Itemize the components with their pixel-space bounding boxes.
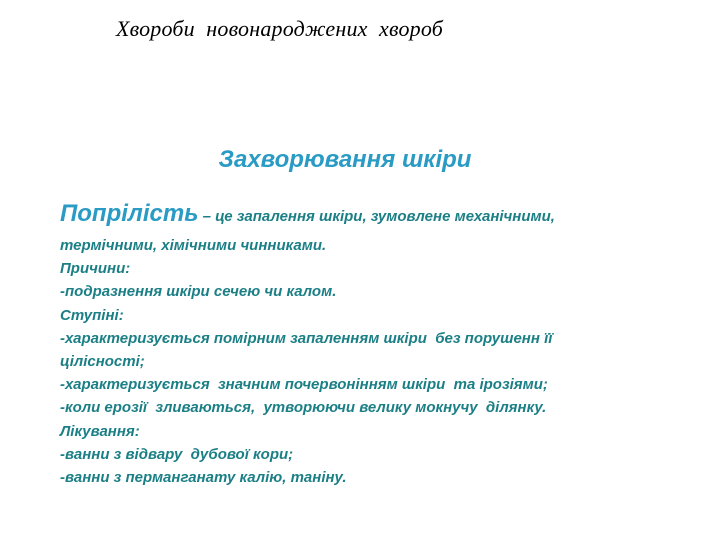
body-line: -ванни з перманганату калію, таніну. (60, 469, 347, 487)
slide-title: Хвороби новонароджених хвороб (116, 16, 444, 41)
body-line: цілісності; (60, 353, 145, 371)
definition-text: – це запалення шкіри, зумовлене механічними, (198, 208, 555, 225)
body-line: термічними, хімічними чинниками. (60, 237, 327, 254)
body-line: -характеризується помірним запаленням шкіри без порушенн її (60, 329, 553, 347)
body-line: -ванни з відвару дубової кори; (60, 445, 294, 463)
body-line: -характеризується значним почервонінням шкіри та ірозіями; (60, 376, 548, 394)
body-line: -коли ерозії зливаються, утворюючи велику мокнучу ділянку. (60, 399, 547, 417)
body-line: Ступіні: (60, 306, 124, 324)
definition-line (60, 197, 660, 234)
body-line: Причини: (60, 260, 131, 278)
content-body (60, 197, 660, 489)
section-heading: Захворювання шкіри (218, 146, 472, 173)
body-line: -подразнення шкіри сечею чи калом. (60, 283, 337, 301)
definition-term: Попрілість (60, 200, 199, 227)
body-line: Лікування: (60, 422, 140, 440)
